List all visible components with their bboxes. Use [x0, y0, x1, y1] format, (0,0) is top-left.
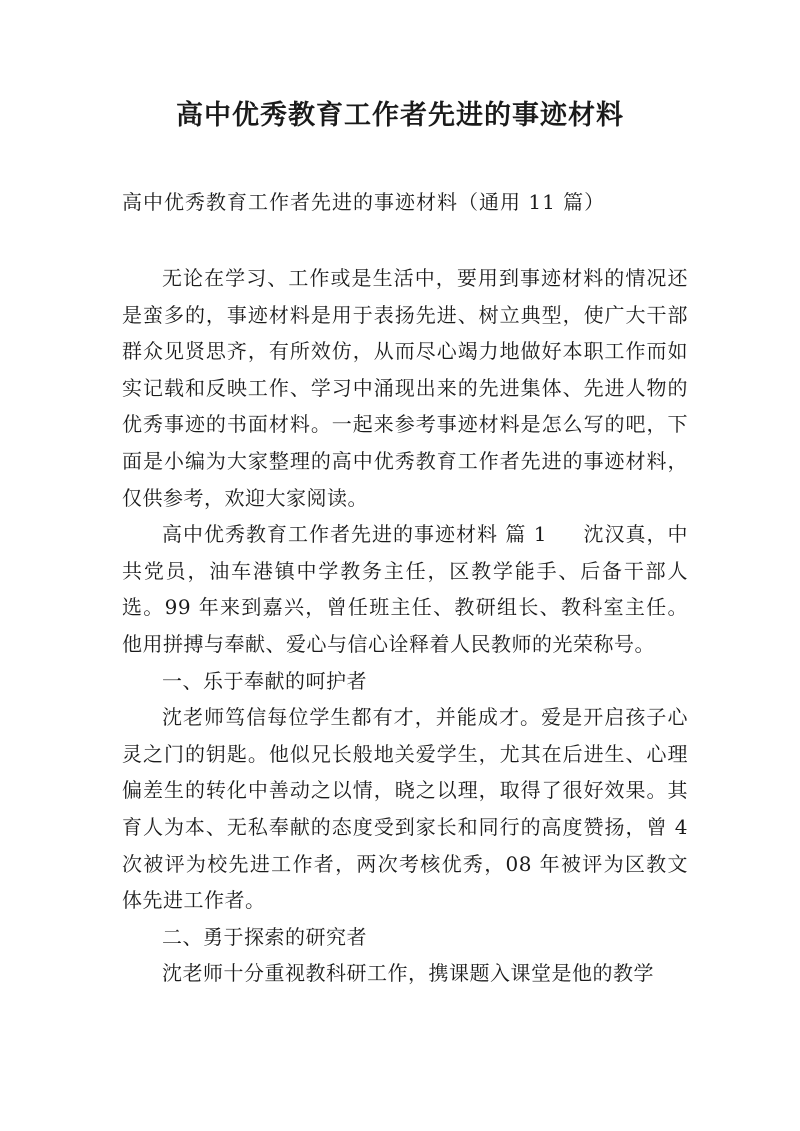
document-body: [122, 260, 688, 992]
document-subtitle: 高中优秀教育工作者先进的事迹材料（通用 11 篇）: [122, 190, 606, 214]
section-2-heading: 二、勇于探索的研究者: [162, 924, 367, 949]
document-title: 高中优秀教育工作者先进的事迹材料: [176, 100, 624, 131]
section-1-paragraph: 沈老师笃信每位学生都有才，并能成才。爱是开启孩子心灵之门的钥匙。他似兄长般地关爱学生，尤其在后进生、心理偏差生的转化中善动之以情，晓之以理，取得了很好效果。其育人为本、无私奉献的态度受到家长和同行的高度赞扬，曾 4 次被评为校先进工作者，两次考核优秀，08 年被评为区教文体先进工作者。: [122, 705, 688, 913]
article-1-paragraph: [122, 516, 688, 662]
intro-paragraph: 无论在学习、工作或是生活中，要用到事迹材料的情况还是蛮多的，事迹材料是用于表扬先进、树立典型，使广大干部群众见贤思齐，有所效仿，从而尽心竭力地做好本职工作而如实记载和反映工作、学习中涌现出来的先进集体、先进人物的优秀事迹的书面材料。一起来参考事迹材料是怎么写的吧，下面是小编为大家整理的高中优秀教育工作者先进的事迹材料，仅供参考，欢迎大家阅读。: [122, 266, 688, 510]
section-2-paragraph: 沈老师十分重视教科研工作，携课题入课堂是他的教学: [162, 961, 654, 986]
article-1-heading: 高中优秀教育工作者先进的事迹材料 篇 1: [162, 522, 547, 547]
article-1-intro: 沈汉真，中共党员，油车港镇中学教务主任，区教学能手、后备干部人选。99 年来到嘉兴，曾任班主任、教研组长、教科室主任。他用拼搏与奉献、爱心与信心诠释着人民教师的光荣称号。: [122, 522, 688, 656]
section-1-heading: 一、乐于奉献的呵护者: [162, 668, 367, 693]
